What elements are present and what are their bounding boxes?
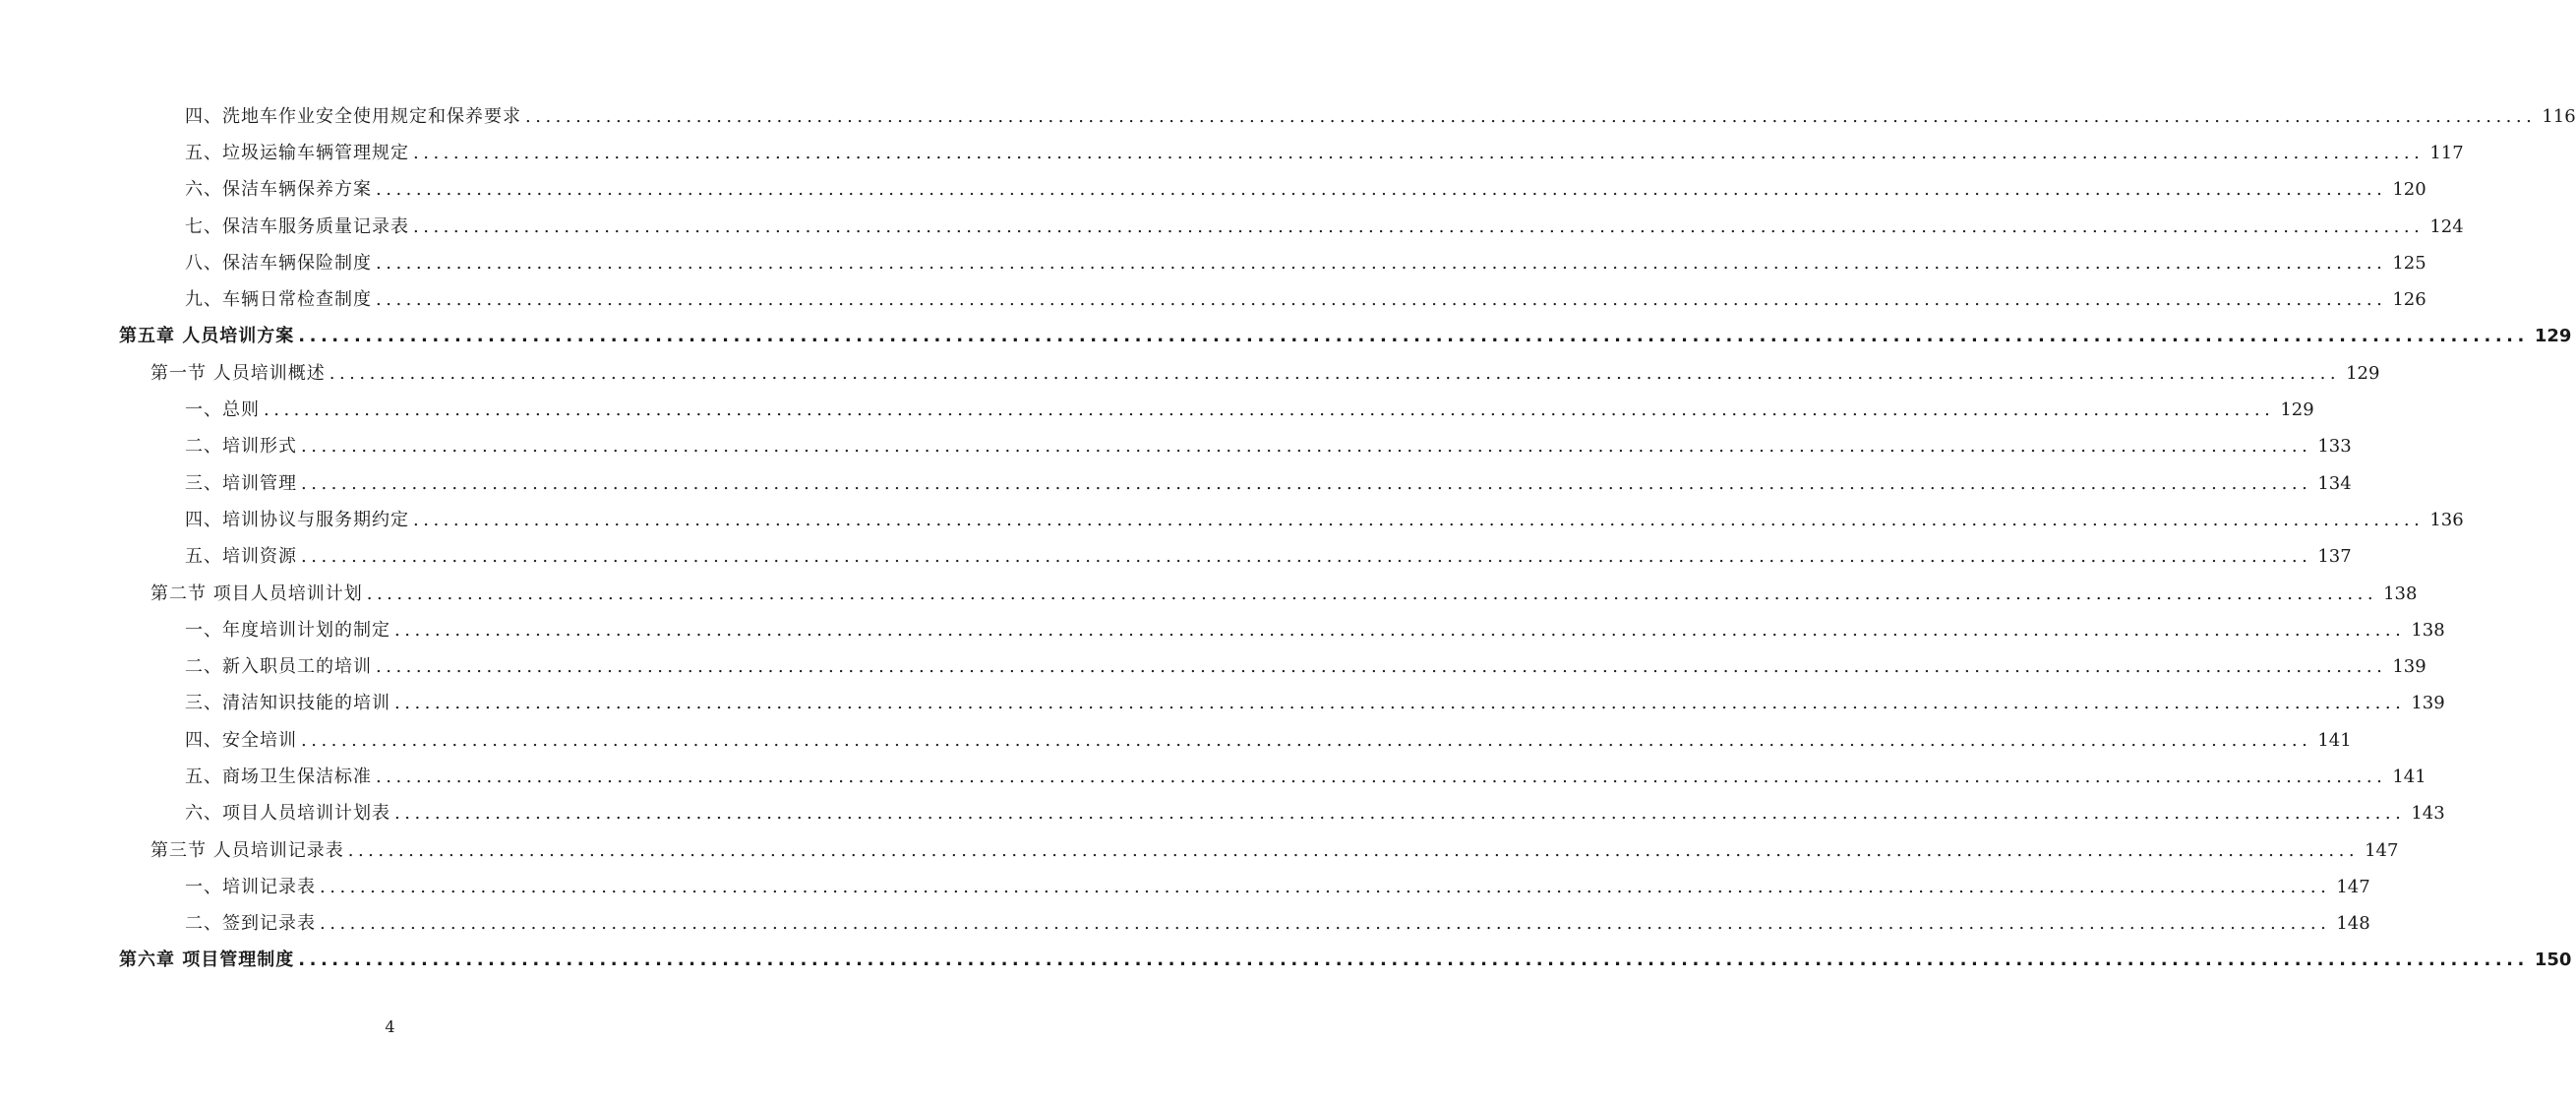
- toc-entry-page-number: 138: [2411, 619, 2445, 641]
- toc-section-entry[interactable]: [0, 576, 2418, 612]
- toc-entry-page-number: 136: [2429, 509, 2464, 530]
- toc-subsection-entry[interactable]: [0, 281, 2426, 318]
- toc-dot-leader: ........................................................................................................................................................................................................: [525, 105, 2537, 127]
- toc-subsection-entry[interactable]: [0, 648, 2426, 685]
- toc-entry-title: 五、培训资源: [185, 546, 297, 568]
- toc-entry-page-number: 126: [2392, 289, 2426, 311]
- toc-entry-title: 八、保洁车辆保险制度: [185, 252, 372, 274]
- toc-entry-title: 九、车辆日常检查制度: [185, 289, 372, 311]
- toc-entry-title: 第二节 项目人员培训计划: [150, 583, 363, 604]
- toc-subsection-entry[interactable]: [0, 172, 2426, 209]
- toc-entry-page-number: 139: [2411, 693, 2445, 714]
- toc-entry-page-number: 138: [2383, 583, 2418, 604]
- toc-dot-leader: ........................................................................................................................................................................................................: [394, 693, 2406, 714]
- toc-subsection-entry[interactable]: [0, 906, 2370, 943]
- toc-dot-leader: ........................................................................................................................................................................................................: [298, 326, 2529, 347]
- toc-entry-page-number: 137: [2317, 546, 2352, 568]
- toc-subsection-entry[interactable]: [0, 539, 2352, 576]
- toc-dot-leader: ........................................................................................................................................................................................................: [301, 436, 2312, 458]
- table-of-contents: [0, 98, 2576, 979]
- toc-dot-leader: ........................................................................................................................................................................................................: [413, 142, 2425, 163]
- toc-entry-page-number: 129: [2346, 362, 2380, 384]
- toc-dot-leader: ........................................................................................................................................................................................................: [376, 252, 2387, 274]
- toc-entry-title: 四、洗地车作业安全使用规定和保养要求: [185, 105, 521, 127]
- toc-chapter-entry[interactable]: [0, 319, 2572, 355]
- toc-subsection-entry[interactable]: [0, 98, 2576, 135]
- toc-dot-leader: ........................................................................................................................................................................................................: [320, 913, 2331, 935]
- toc-entry-title: 二、签到记录表: [185, 913, 316, 935]
- toc-subsection-entry[interactable]: [0, 686, 2445, 722]
- toc-dot-leader: ........................................................................................................................................................................................................: [301, 729, 2312, 751]
- toc-entry-title: 第六章 项目管理制度: [119, 950, 295, 971]
- toc-entry-page-number: 117: [2429, 142, 2464, 163]
- toc-chapter-entry[interactable]: [0, 943, 2572, 979]
- toc-dot-leader: ........................................................................................................................................................................................................: [413, 509, 2425, 530]
- toc-entry-page-number: 139: [2392, 656, 2426, 678]
- toc-section-entry[interactable]: [0, 832, 2399, 869]
- toc-dot-leader: ........................................................................................................................................................................................................: [347, 839, 2360, 861]
- toc-dot-leader: ........................................................................................................................................................................................................: [394, 619, 2406, 641]
- toc-entry-page-number: 129: [2280, 399, 2314, 421]
- page-number: 4: [385, 1017, 395, 1036]
- toc-section-entry[interactable]: [0, 355, 2380, 392]
- toc-entry-title: 七、保洁车服务质量记录表: [185, 215, 409, 237]
- toc-subsection-entry[interactable]: [0, 759, 2426, 795]
- toc-dot-leader: ........................................................................................................................................................................................................: [376, 766, 2387, 787]
- toc-dot-leader: ........................................................................................................................................................................................................: [301, 546, 2312, 568]
- toc-subsection-entry[interactable]: [0, 796, 2445, 832]
- toc-subsection-entry[interactable]: [0, 722, 2352, 759]
- toc-entry-page-number: 124: [2429, 215, 2464, 237]
- toc-entry-page-number: 125: [2392, 252, 2426, 274]
- toc-subsection-entry[interactable]: [0, 245, 2426, 281]
- toc-subsection-entry[interactable]: [0, 209, 2464, 245]
- toc-subsection-entry[interactable]: [0, 502, 2464, 538]
- toc-entry-title: 五、垃圾运输车辆管理规定: [185, 142, 409, 163]
- toc-subsection-entry[interactable]: [0, 612, 2445, 648]
- toc-subsection-entry[interactable]: [0, 869, 2370, 905]
- toc-subsection-entry[interactable]: [0, 135, 2464, 171]
- toc-entry-page-number: 133: [2317, 436, 2352, 458]
- toc-entry-title: 五、商场卫生保洁标准: [185, 766, 372, 787]
- toc-entry-title: 四、培训协议与服务期约定: [185, 509, 409, 530]
- toc-entry-page-number: 148: [2336, 913, 2370, 935]
- toc-entry-page-number: 147: [2365, 839, 2399, 861]
- toc-dot-leader: ........................................................................................................................................................................................................: [264, 399, 2275, 421]
- toc-entry-title: 二、新入职员工的培训: [185, 656, 372, 678]
- toc-dot-leader: ........................................................................................................................................................................................................: [320, 876, 2331, 897]
- toc-dot-leader: ........................................................................................................................................................................................................: [376, 289, 2387, 311]
- toc-dot-leader: ........................................................................................................................................................................................................: [366, 583, 2378, 604]
- toc-dot-leader: ........................................................................................................................................................................................................: [376, 179, 2387, 201]
- toc-dot-leader: ........................................................................................................................................................................................................: [301, 472, 2312, 494]
- toc-subsection-entry[interactable]: [0, 465, 2352, 502]
- toc-entry-title: 三、清洁知识技能的培训: [185, 693, 390, 714]
- toc-entry-title: 第一节 人员培训概述: [150, 362, 326, 384]
- toc-entry-title: 一、培训记录表: [185, 876, 316, 897]
- toc-entry-title: 六、项目人员培训计划表: [185, 803, 390, 825]
- toc-entry-title: 一、年度培训计划的制定: [185, 619, 390, 641]
- toc-entry-title: 第三节 人员培训记录表: [150, 839, 344, 861]
- toc-dot-leader: ........................................................................................................................................................................................................: [329, 362, 2341, 384]
- toc-entry-page-number: 116: [2542, 105, 2576, 127]
- toc-entry-title: 四、安全培训: [185, 729, 297, 751]
- toc-entry-page-number: 129: [2534, 326, 2572, 347]
- toc-entry-page-number: 141: [2317, 729, 2352, 751]
- toc-dot-leader: ........................................................................................................................................................................................................: [298, 950, 2529, 971]
- toc-entry-title: 一、总则: [185, 399, 260, 421]
- toc-entry-page-number: 150: [2534, 950, 2572, 971]
- toc-subsection-entry[interactable]: [0, 429, 2352, 465]
- toc-dot-leader: ........................................................................................................................................................................................................: [376, 656, 2387, 678]
- toc-entry-title: 二、培训形式: [185, 436, 297, 458]
- toc-dot-leader: ........................................................................................................................................................................................................: [394, 803, 2406, 825]
- toc-entry-page-number: 147: [2336, 876, 2370, 897]
- toc-entry-page-number: 134: [2317, 472, 2352, 494]
- toc-entry-title: 三、培训管理: [185, 472, 297, 494]
- toc-subsection-entry[interactable]: [0, 392, 2314, 428]
- toc-entry-page-number: 120: [2392, 179, 2426, 201]
- toc-entry-title: 第五章 人员培训方案: [119, 326, 295, 347]
- toc-dot-leader: ........................................................................................................................................................................................................: [413, 215, 2425, 237]
- toc-entry-title: 六、保洁车辆保养方案: [185, 179, 372, 201]
- toc-entry-page-number: 143: [2411, 803, 2445, 825]
- toc-entry-page-number: 141: [2392, 766, 2426, 787]
